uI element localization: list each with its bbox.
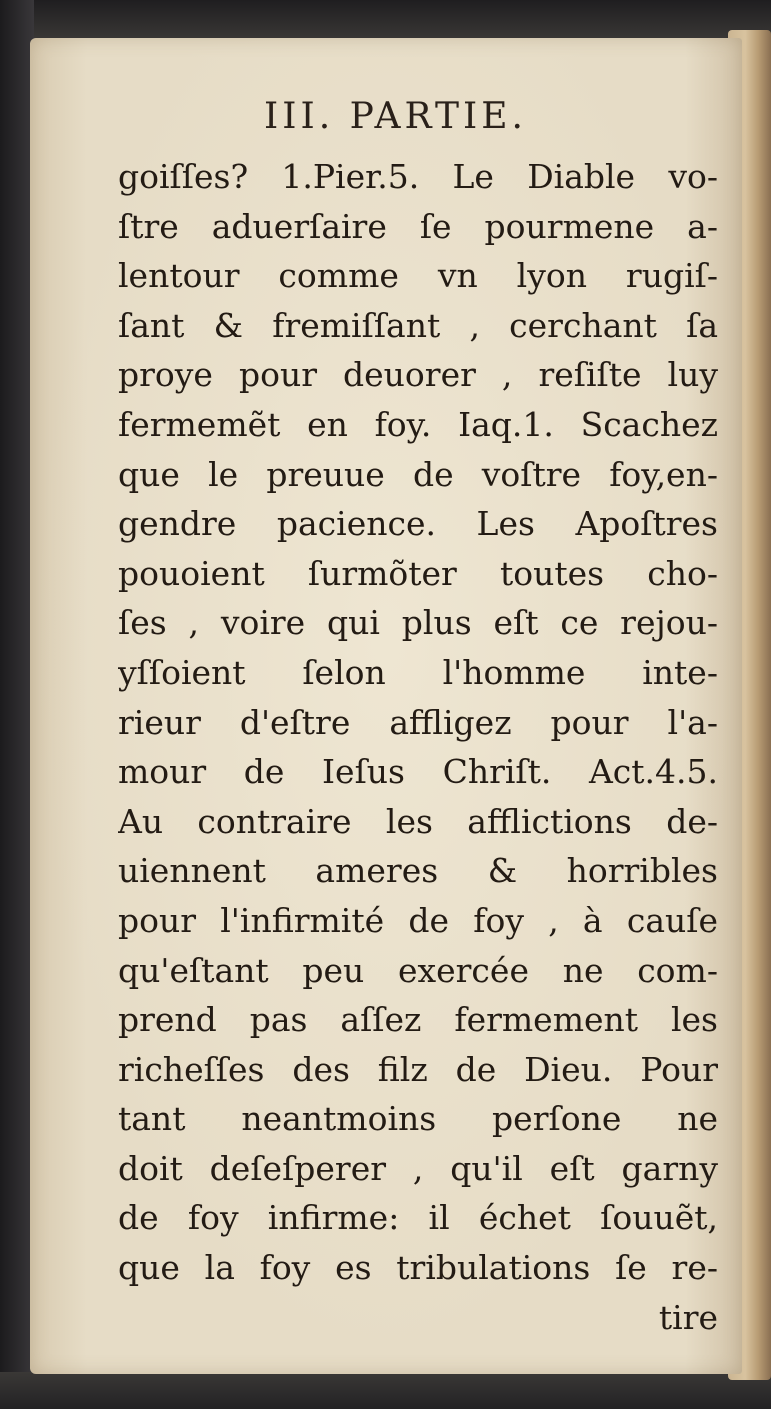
text-line: lentour comme vn lyon rugiſ- [118,256,718,296]
running-head: III. PARTIE. [264,96,527,137]
text-line: uiennent ameres & horribles [118,851,718,891]
text-line: pouoient ſurmõter toutes cho- [118,553,718,593]
text-line: qu'eſtant peu exercée ne com- [118,950,718,990]
book-binding-top [0,0,771,40]
text-line: goiſſes? 1.Pier.5. Le Diable vo- [118,157,718,196]
text-line: fermemẽt en foy. Iaq.1. Scachez [118,404,718,444]
text-line: que le preuue de voſtre foy,en- [118,454,718,494]
text-line: proye pour deuorer , reſiſte luy [118,355,718,395]
text-line: richeſſes des filz de Dieu. Pour [118,1049,718,1089]
text-line: ſtre aduerſaire ſe pourmene a- [118,206,718,246]
catchword: tire [658,1297,718,1337]
text-line: ſes , voire qui plus eſt ce rejou- [118,603,718,643]
book-binding-left [0,0,34,1409]
text-line: doit deſeſperer , qu'il eſt garny [118,1148,718,1188]
text-line: de foy infirme: il échet ſouuẽt, [118,1198,718,1238]
text-line: ſant & fremiſſant , cerchant ſa [118,305,718,345]
text-line: prend pas aſſez fermement les [118,1000,718,1040]
text-line: yſſoient ſelon l'homme inte- [118,652,718,692]
text-line: rieur d'eſtre affligez pour l'a- [118,702,718,742]
book-binding-bottom [0,1372,771,1409]
page-text-block [118,152,718,1342]
text-line: pour l'infirmité de foy , à cauſe [118,900,718,940]
text-line: que la foy es tribulations ſe re- [118,1248,718,1288]
text-line: gendre pacience. Les Apoſtres [118,504,718,544]
text-line: mour de Ieſus Chriſt. Act.4.5. [118,752,718,792]
text-line: Au contraire les afflictions de- [118,801,718,841]
text-line: tant neantmoins perſone ne [118,1099,718,1139]
